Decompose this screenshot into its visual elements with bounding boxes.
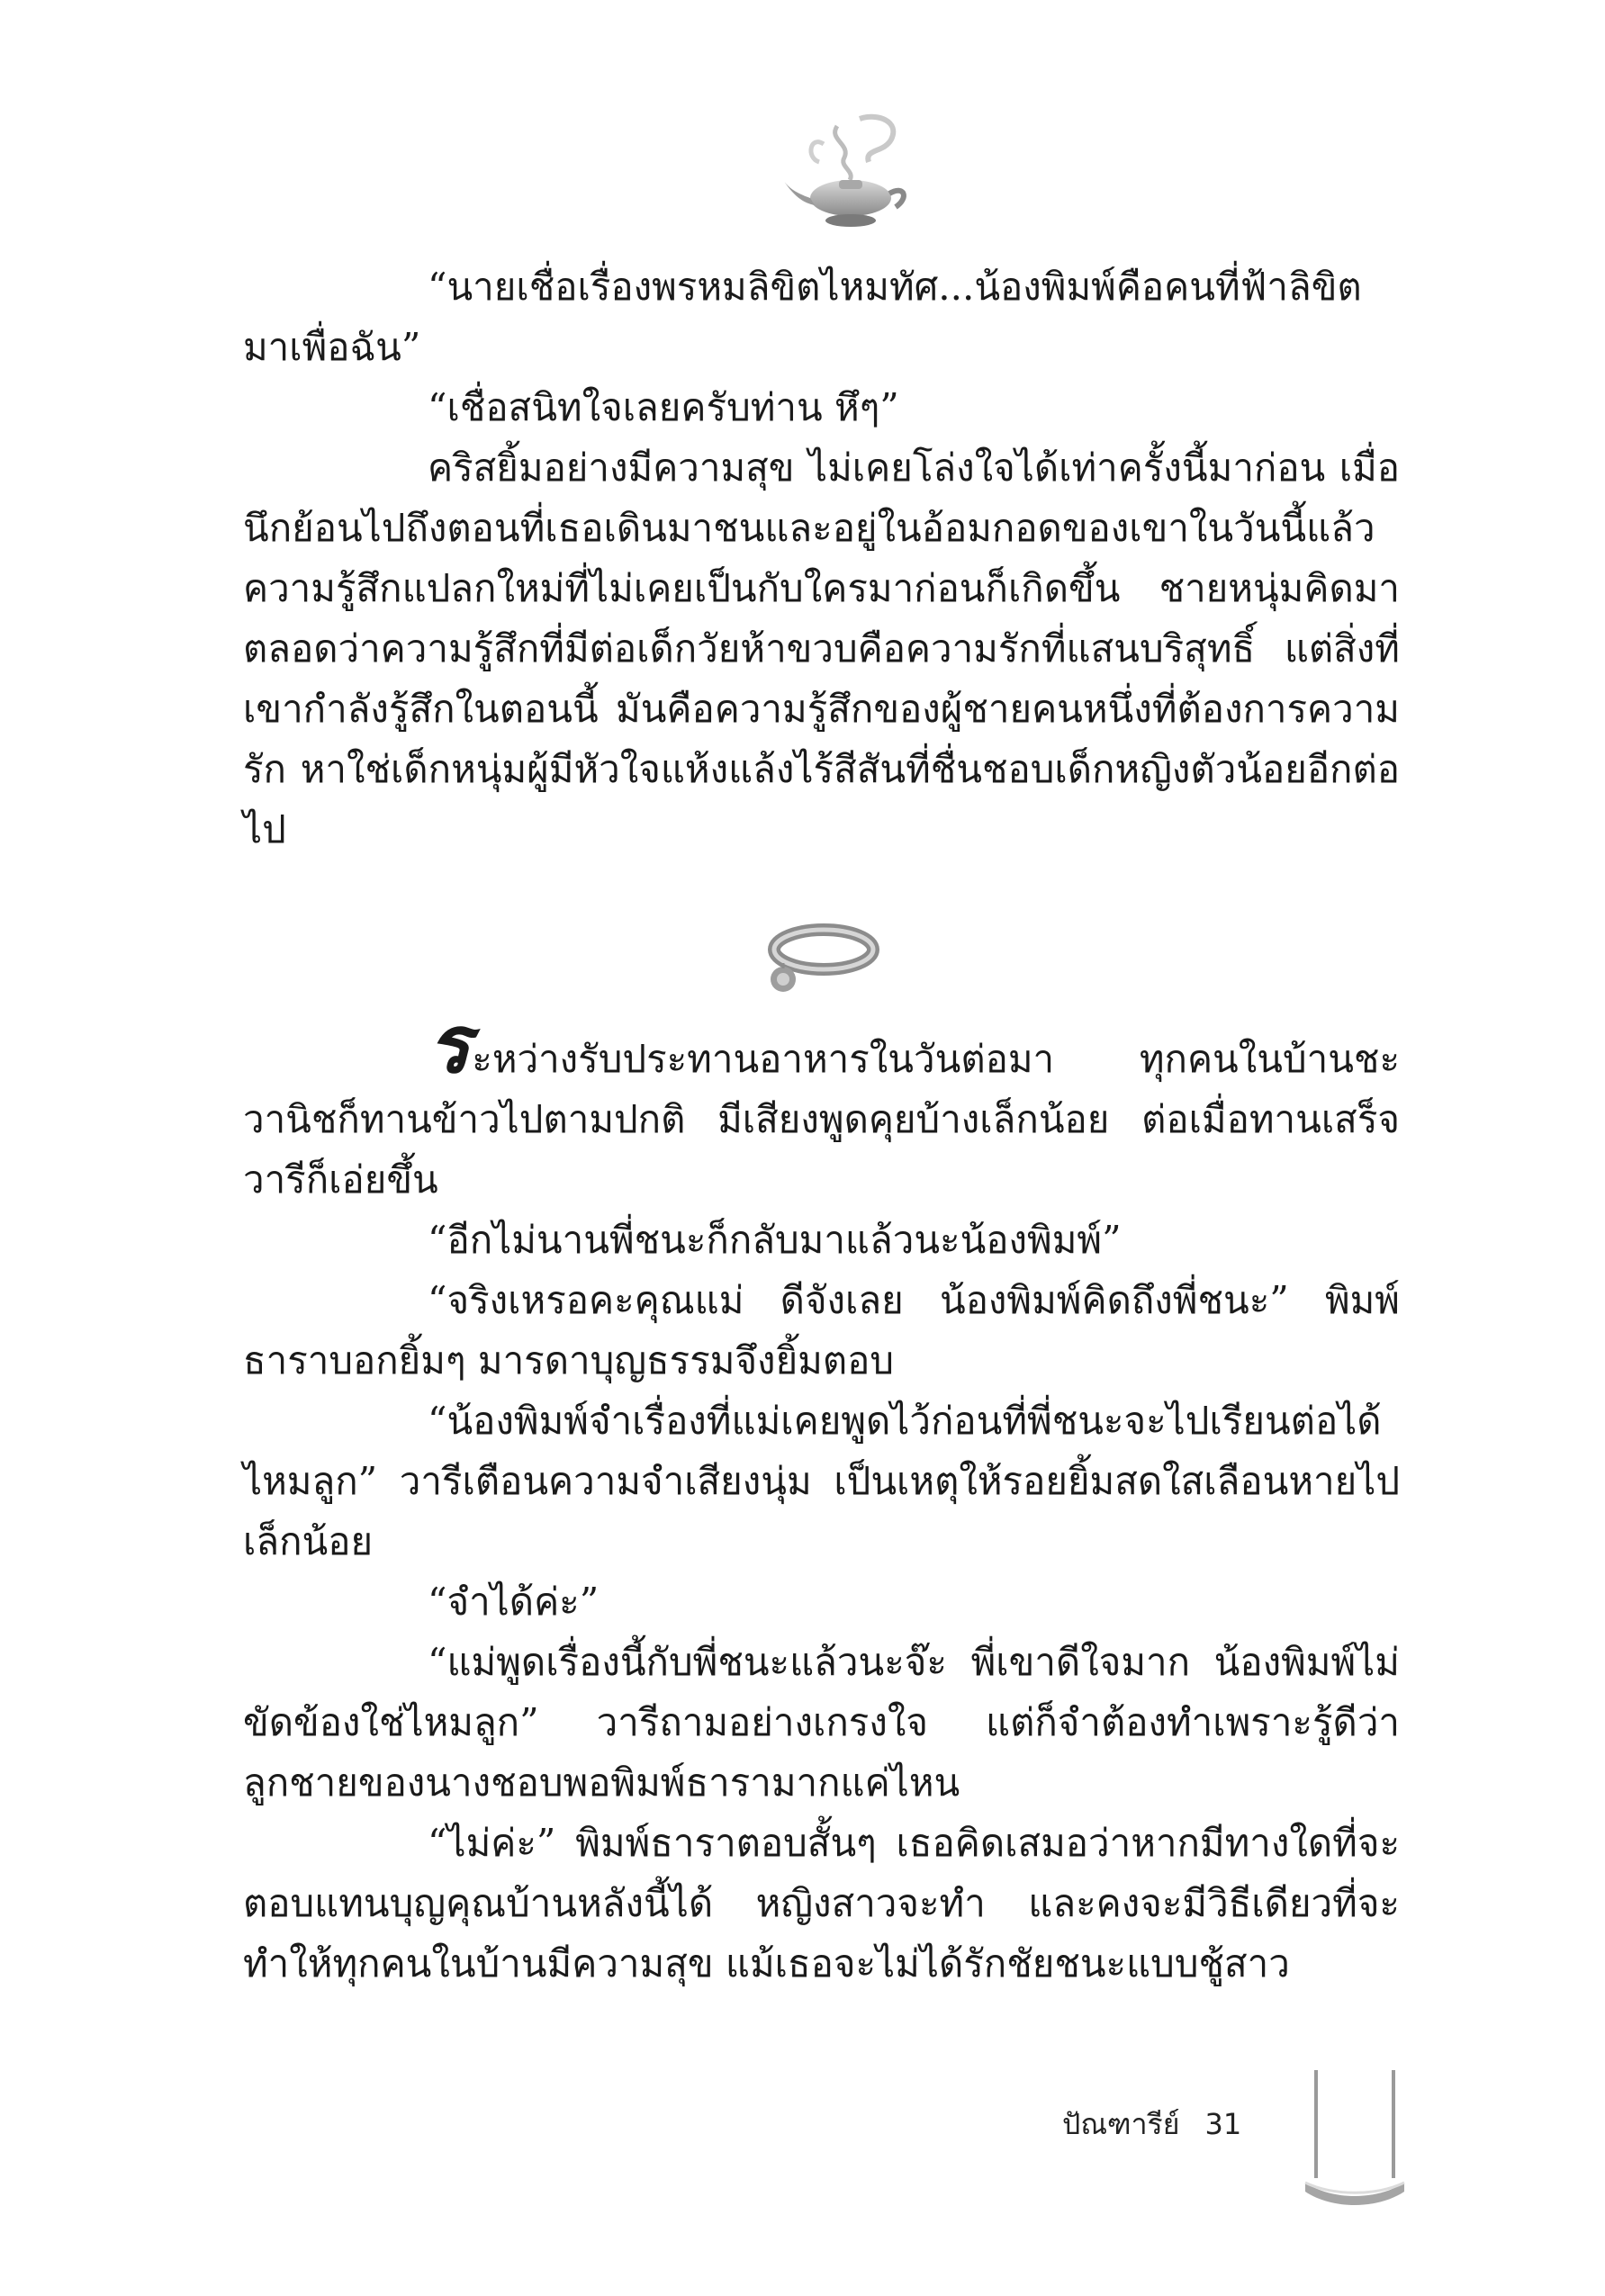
paragraph: คริสยิ้มอย่างมีความสุข ไม่เคยโล่งใจได้เท่าครั้งนี้มาก่อน เมื่อนึกย้อนไปถึงตอนที่เธอเดินมาชนและอยู่ในอ้อมกอดของเขาในวันนี้แล้ว ความรู้สึกแปลกใหม่ที่ไม่เคยเป็นกับใครมาก่อนก็เกิดขึ้น ชายหนุ่มคิดมาตลอดว่าความรู้สึกที่มีต่อเด็กวัยห้าขวบคือความรักที่แสนบริสุทธิ์ แต่สิ่งที่เขากำลังรู้สึกในตอนนี้ มันคือความรู้สึกของผู้ชายคนหนึ่งที่ต้องการความรัก หาใช่เด็กหนุ่มผู้มีหัวใจแห้งแล้งไร้สีสันที่ชื่นชอบเด็กหญิงตัวน้อยอีกต่อไป	[243, 446, 1400, 851]
paragraph	[243, 997, 1400, 1210]
paragraph: “จริงเหรอคะคุณแม่ ดีจังเลย น้องพิมพ์คิดถึงพี่ชนะ” พิมพ์ธาราบอกยิ้มๆ มารดาบุญธรรมจึงยิ้มตอบ	[243, 1278, 1400, 1382]
paragraph: “นายเชื่อเรื่องพรหมลิขิตไหมทัศ...น้องพิมพ์คือคนที่ฟ้าลิขิตมาเพื่อฉัน”	[243, 265, 1362, 369]
swing-icon	[1296, 2070, 1413, 2223]
paragraph: “ไม่ค่ะ” พิมพ์ธาราตอบสั้นๆ เธอคิดเสมอว่าหากมีทางใดที่จะตอบแทนบุญคุณบ้านหลังนี้ได้ หญิงสาวจะทำ และคงจะมีวิธีเดียวที่จะทำให้ทุกคนในบ้านมีความสุข แม้เธอจะไม่ได้รักชัยชนะแบบชู้สาว	[243, 1821, 1400, 1985]
page-footer	[1062, 2102, 1241, 2147]
paragraph-text: ะหว่างรับประทานอาหารในวันต่อมา ทุกคนในบ้านชะวานิชก็ทานข้าวไปตามปกติ มีเสียงพูดคุยบ้างเล็กน้อย ต่อเมื่อทานเสร็จวารีก็เอ่ยขึ้น	[243, 1037, 1400, 1202]
bracelet-icon	[756, 909, 882, 1008]
paragraph: “แม่พูดเรื่องนี้กับพี่ชนะแล้วนะจ๊ะ พี่เขาดีใจมาก น้องพิมพ์ไม่ขัดข้องใช่ไหมลูก” วารีถามอย่างเกรงใจ แต่ก็จำต้องทำเพราะรู้ดีว่าลูกชายของนางชอบพอพิมพ์ธารามากแค่ไหน	[243, 1640, 1400, 1805]
text-block-2	[243, 997, 1400, 1994]
page-number: 31	[1204, 2107, 1242, 2141]
drop-cap: ร	[428, 997, 471, 1091]
text-block-1	[243, 257, 1400, 860]
paragraph: “น้องพิมพ์จำเรื่องที่แม่เคยพูดไว้ก่อนที่พี่ชนะจะไปเรียนต่อได้ไหมลูก” วารีเตือนความจำเสียงนุ่ม เป็นเหตุให้รอยยิ้มสดใสเลือนหายไปเล็กน้อย	[243, 1399, 1400, 1563]
author-name: ปัณฑารีย์	[1062, 2107, 1180, 2141]
paragraph: “จำได้ค่ะ”	[428, 1580, 600, 1624]
paragraph: “เชื่อสนิทใจเลยครับท่าน หึๆ”	[428, 385, 899, 429]
genie-lamp-icon	[774, 108, 918, 243]
paragraph: “อีกไม่นานพี่ชนะก็กลับมาแล้วนะน้องพิมพ์”	[428, 1218, 1122, 1262]
